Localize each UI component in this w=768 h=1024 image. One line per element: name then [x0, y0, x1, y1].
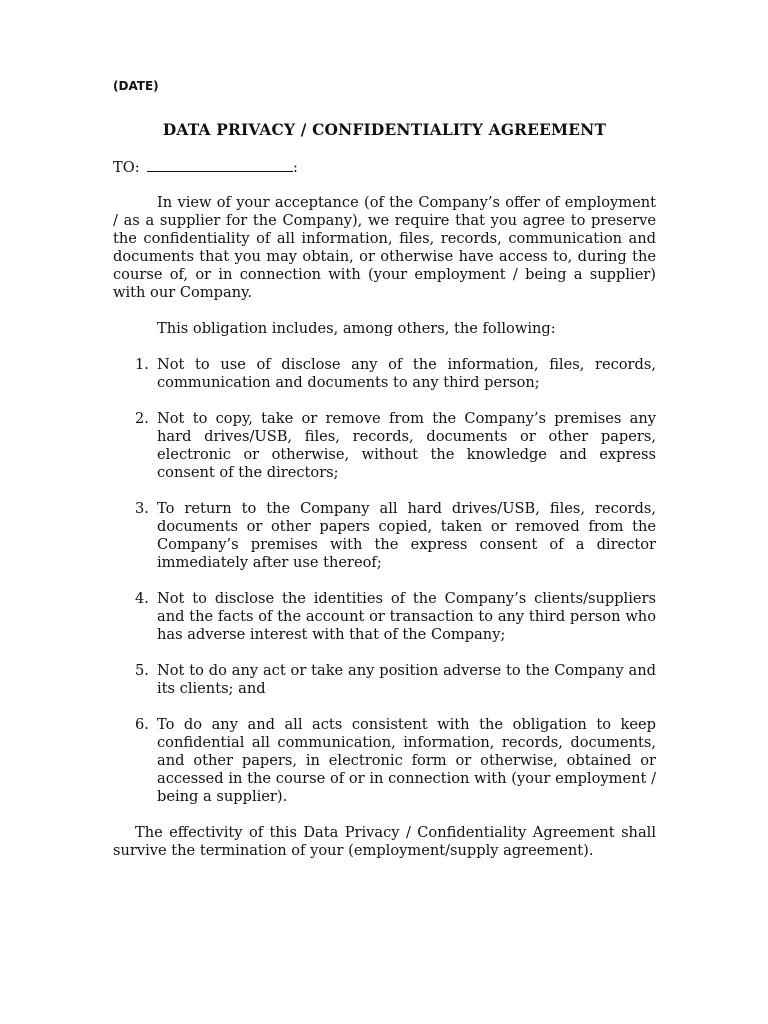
obligation-number: 3.	[135, 500, 149, 517]
obligation-number: 6.	[135, 716, 149, 733]
obligation-number: 1.	[135, 356, 149, 373]
obligation-item	[113, 500, 656, 572]
obligation-text: To do any and all acts consistent with the obligation to keep confidential all communication, information, records, documents, and other papers, in electronic form or otherwise, obtained or accessed in the course of or in connection with (your employment / being a supplier).	[157, 716, 656, 805]
obligation-number: 5.	[135, 662, 149, 679]
obligation-item	[113, 356, 656, 392]
obligation-text: To return to the Company all hard drives/USB, files, records, documents or other papers copied, taken or removed from the Company’s premises with the express consent of a director immediately after use thereof;	[157, 500, 656, 571]
obligation-item	[113, 716, 656, 806]
obligation-item	[113, 410, 656, 482]
date-placeholder: (DATE)	[113, 79, 159, 93]
obligation-number: 4.	[135, 590, 149, 607]
recipient-colon: :	[293, 159, 298, 176]
obligation-list	[113, 356, 656, 806]
recipient-line	[113, 157, 656, 177]
closing-paragraph: The effectivity of this Data Privacy / Confidentiality Agreement shall survive the termination of your (employment/supply agreement).	[113, 824, 656, 859]
recipient-label: TO:	[113, 159, 140, 176]
obligation-text: Not to use of disclose any of the information, files, records, communication and documents to any third person;	[157, 356, 656, 391]
obligation-text: Not to do any act or take any position adverse to the Company and its clients; and	[157, 662, 656, 697]
document-title: DATA PRIVACY / CONFIDENTIALITY AGREEMENT	[162, 121, 607, 139]
obligation-item	[113, 662, 656, 698]
obligation-item	[113, 590, 656, 644]
intro-paragraph: In view of your acceptance (of the Company’s offer of employment / as a supplier for the Company), we require that you agree to preserve the confidentiality of all information, files, records, communication and documents that you may obtain, or otherwise have access to, during the course of, or in connection with (your employment / being a supplier) with our Company.	[113, 194, 656, 301]
obligation-lead: This obligation includes, among others, the following:	[157, 320, 556, 337]
obligation-text: Not to copy, take or remove from the Company’s premises any hard drives/USB, files, records, documents or other papers, electronic or otherwise, without the knowledge and express consent of the directors;	[157, 410, 656, 481]
recipient-blank	[147, 157, 293, 172]
obligation-text: Not to disclose the identities of the Company’s clients/suppliers and the facts of the account or transaction to any third person who has adverse interest with that of the Company;	[157, 590, 656, 643]
obligation-number: 2.	[135, 410, 149, 427]
agreement-page	[113, 78, 656, 860]
